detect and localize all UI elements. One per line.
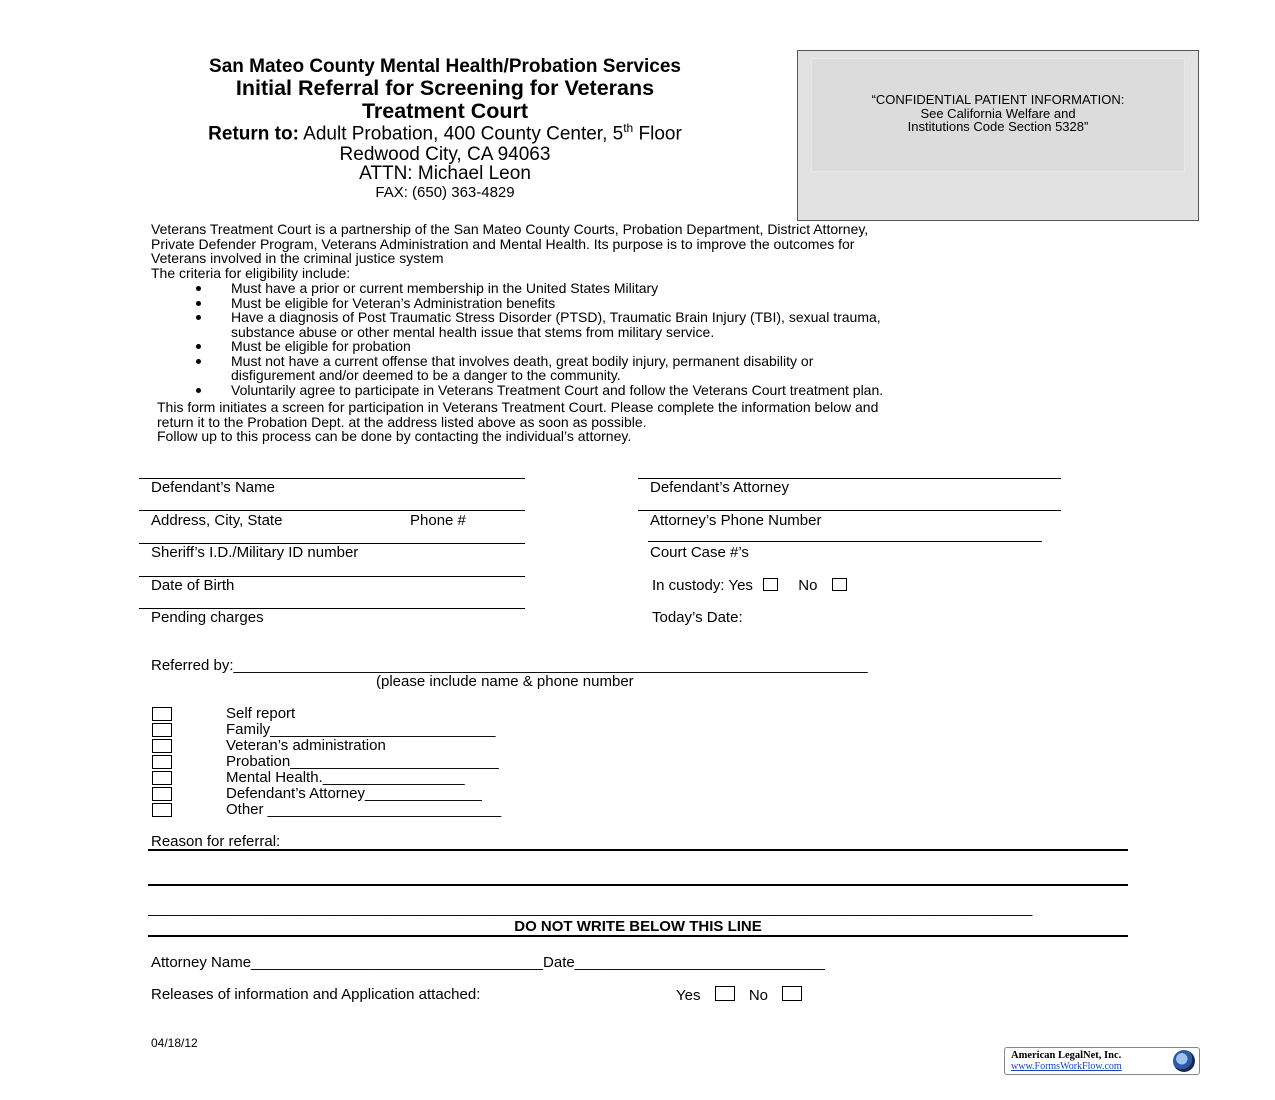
bullet-icon xyxy=(196,359,201,364)
releases-label: Releases of information and Application attached: xyxy=(151,986,481,1003)
instructions-line1: This form initiates a screen for participation in Veterans Treatment Court. Please complete the information below and xyxy=(157,399,879,415)
attorney-name-date-field[interactable]: Attorney Name___________________________________Date______________________________ xyxy=(151,954,825,971)
criteria-item-text: Have a diagnosis of Post Traumatic Stress Disorder (PTSD), Traumatic Brain Injury (TBI), sexual trauma, xyxy=(231,309,881,325)
legalnet-url[interactable]: www.FormsWorkFlow.com xyxy=(1011,1061,1122,1072)
in-custody-group xyxy=(652,577,847,594)
reason-line-2[interactable] xyxy=(148,884,1128,886)
bullet-icon xyxy=(196,286,201,291)
defendants-attorney-checkbox[interactable] xyxy=(152,787,172,801)
veterans-administration-checkbox[interactable] xyxy=(152,739,172,753)
fax-number: FAX: (650) 363-4829 xyxy=(375,184,515,201)
criteria-item-text: substance abuse or other mental health issue that stems from military service. xyxy=(231,323,715,340)
criteria-item xyxy=(196,296,1156,311)
form-title xyxy=(100,77,790,123)
criteria-list xyxy=(196,281,1156,397)
todays-date-label: Today’s Date: xyxy=(652,609,743,626)
return-floor: Floor xyxy=(638,123,682,145)
address-label: Address, City, State xyxy=(151,512,283,529)
defendant-name-label: Defendant’s Name xyxy=(151,479,275,496)
referred-by-field[interactable]: Referred by:____________________________________________________________________________ xyxy=(151,657,868,674)
family-checkbox[interactable] xyxy=(152,723,172,737)
confidential-line1: “CONFIDENTIAL PATIENT INFORMATION: xyxy=(871,92,1125,107)
office-use-divider xyxy=(148,935,1128,937)
return-city: Redwood City, CA 94063 xyxy=(339,144,551,165)
confidential-line2: See California Welfare and xyxy=(920,105,1076,121)
mental-health-label: Mental Health._________________ xyxy=(226,769,465,786)
attorney-phone-line xyxy=(638,510,1061,511)
globe-logo-icon xyxy=(1173,1050,1195,1072)
family-label: Family___________________________ xyxy=(226,721,496,738)
court-case-line xyxy=(648,541,1042,542)
return-address xyxy=(100,121,790,145)
mental-health-checkbox[interactable] xyxy=(152,771,172,785)
pending-charges-label: Pending charges xyxy=(151,609,264,626)
criteria-item-text: disfigurement and/or deemed to be a danger to the community. xyxy=(231,367,621,383)
criteria-item xyxy=(196,281,1156,296)
intro-paragraph xyxy=(151,222,868,280)
bullet-icon xyxy=(196,344,201,349)
bullet-icon xyxy=(196,388,201,393)
criteria-item-text: Voluntarily agree to participate in Veterans Treatment Court and follow the Veterans Court treatment plan. xyxy=(231,381,884,398)
releases-no-label: No xyxy=(748,987,769,1004)
return-street: Adult Probation, 400 County Center, 5 xyxy=(303,123,624,145)
confidential-notice-box xyxy=(797,50,1199,221)
bullet-icon xyxy=(196,315,201,320)
reason-line-1[interactable] xyxy=(148,849,1128,851)
criteria-item xyxy=(196,383,1156,398)
confidential-notice-text xyxy=(798,93,1198,134)
return-label: Return to: xyxy=(208,123,299,145)
in-custody-yes-checkbox[interactable] xyxy=(763,578,778,591)
in-custody-label: In custody: Yes xyxy=(652,577,753,594)
referred-by-note: (please include name & phone number xyxy=(376,673,634,690)
probation-checkbox[interactable] xyxy=(152,755,172,769)
do-not-write-heading: DO NOT WRITE BELOW THIS LINE xyxy=(514,918,762,935)
veterans-administration-label: Veteran’s administration xyxy=(226,737,386,754)
defendants-attorney-label: Defendant’s Attorney______________ xyxy=(226,785,482,802)
criteria-heading: The criteria for eligibility include: xyxy=(151,264,351,281)
confidential-line3: Institutions Code Section 5328” xyxy=(907,119,1089,134)
form-title-line2: Treatment Court xyxy=(361,99,529,123)
attention-line: ATTN: Michael Leon xyxy=(359,163,531,184)
instructions-line3: Follow up to this process can be done by contacting the individual’s attorney. xyxy=(157,428,632,444)
organization-name: San Mateo County Mental Health/Probation Services xyxy=(209,56,681,77)
form-revision-date: 04/18/12 xyxy=(151,1036,198,1050)
in-custody-no-label: No xyxy=(798,577,818,594)
probation-label: Probation_________________________ xyxy=(226,753,499,770)
address-line xyxy=(139,510,525,511)
criteria-item-text: Must be eligible for probation xyxy=(231,338,411,354)
releases-yes-label: Yes xyxy=(676,987,701,1004)
reason-for-referral-label: Reason for referral: xyxy=(151,833,281,850)
intro-line2: Private Defender Program, Veterans Administration and Mental Health. Its purpose is to improve the outcomes for xyxy=(151,235,855,252)
defendant-attorney-label: Defendant’s Attorney xyxy=(650,479,789,496)
self-report-label: Self report xyxy=(226,705,296,722)
reason-line-3[interactable]: __________________________________________________________________________________________________________ xyxy=(148,900,1033,917)
form-title-line1: Initial Referral for Screening for Veterans xyxy=(235,76,655,100)
dob-label: Date of Birth xyxy=(151,577,235,594)
sheriff-id-label: Sheriff’s I.D./Military ID number xyxy=(151,544,359,561)
intro-line3: Veterans involved in the criminal justice system xyxy=(151,250,444,266)
self-report-checkbox[interactable] xyxy=(152,707,172,721)
bullet-icon xyxy=(196,301,201,306)
phone-label: Phone # xyxy=(410,512,466,529)
criteria-item xyxy=(196,310,1156,339)
releases-group xyxy=(676,986,802,1004)
legalnet-company: American LegalNet, Inc. xyxy=(1011,1050,1122,1061)
other-checkbox[interactable] xyxy=(152,803,172,817)
releases-no-checkbox[interactable] xyxy=(782,986,802,1001)
criteria-item-text: Must not have a current offense that involves death, great bodily injury, permanent disability or xyxy=(231,352,814,369)
court-case-label: Court Case #’s xyxy=(650,544,749,561)
releases-yes-checkbox[interactable] xyxy=(715,986,735,1001)
criteria-item-text: Must be eligible for Veteran’s Administration benefits xyxy=(231,294,556,311)
criteria-item-text: Must have a prior or current membership in the United States Military xyxy=(231,280,659,296)
criteria-item xyxy=(196,354,1156,383)
attorney-phone-label: Attorney’s Phone Number xyxy=(650,512,822,529)
intro-line1: Veterans Treatment Court is a partnership of the San Mateo County Courts, Probation Department, District Attorney, xyxy=(151,221,869,237)
legalnet-badge[interactable] xyxy=(1004,1047,1200,1075)
instructions-paragraph xyxy=(157,400,878,444)
instructions-line2: return it to the Probation Dept. at the address listed above as soon as possible. xyxy=(157,413,647,430)
other-label: Other ____________________________ xyxy=(226,801,502,818)
in-custody-no-checkbox[interactable] xyxy=(832,578,847,591)
criteria-item xyxy=(196,339,1156,354)
return-sup: th xyxy=(623,121,634,135)
